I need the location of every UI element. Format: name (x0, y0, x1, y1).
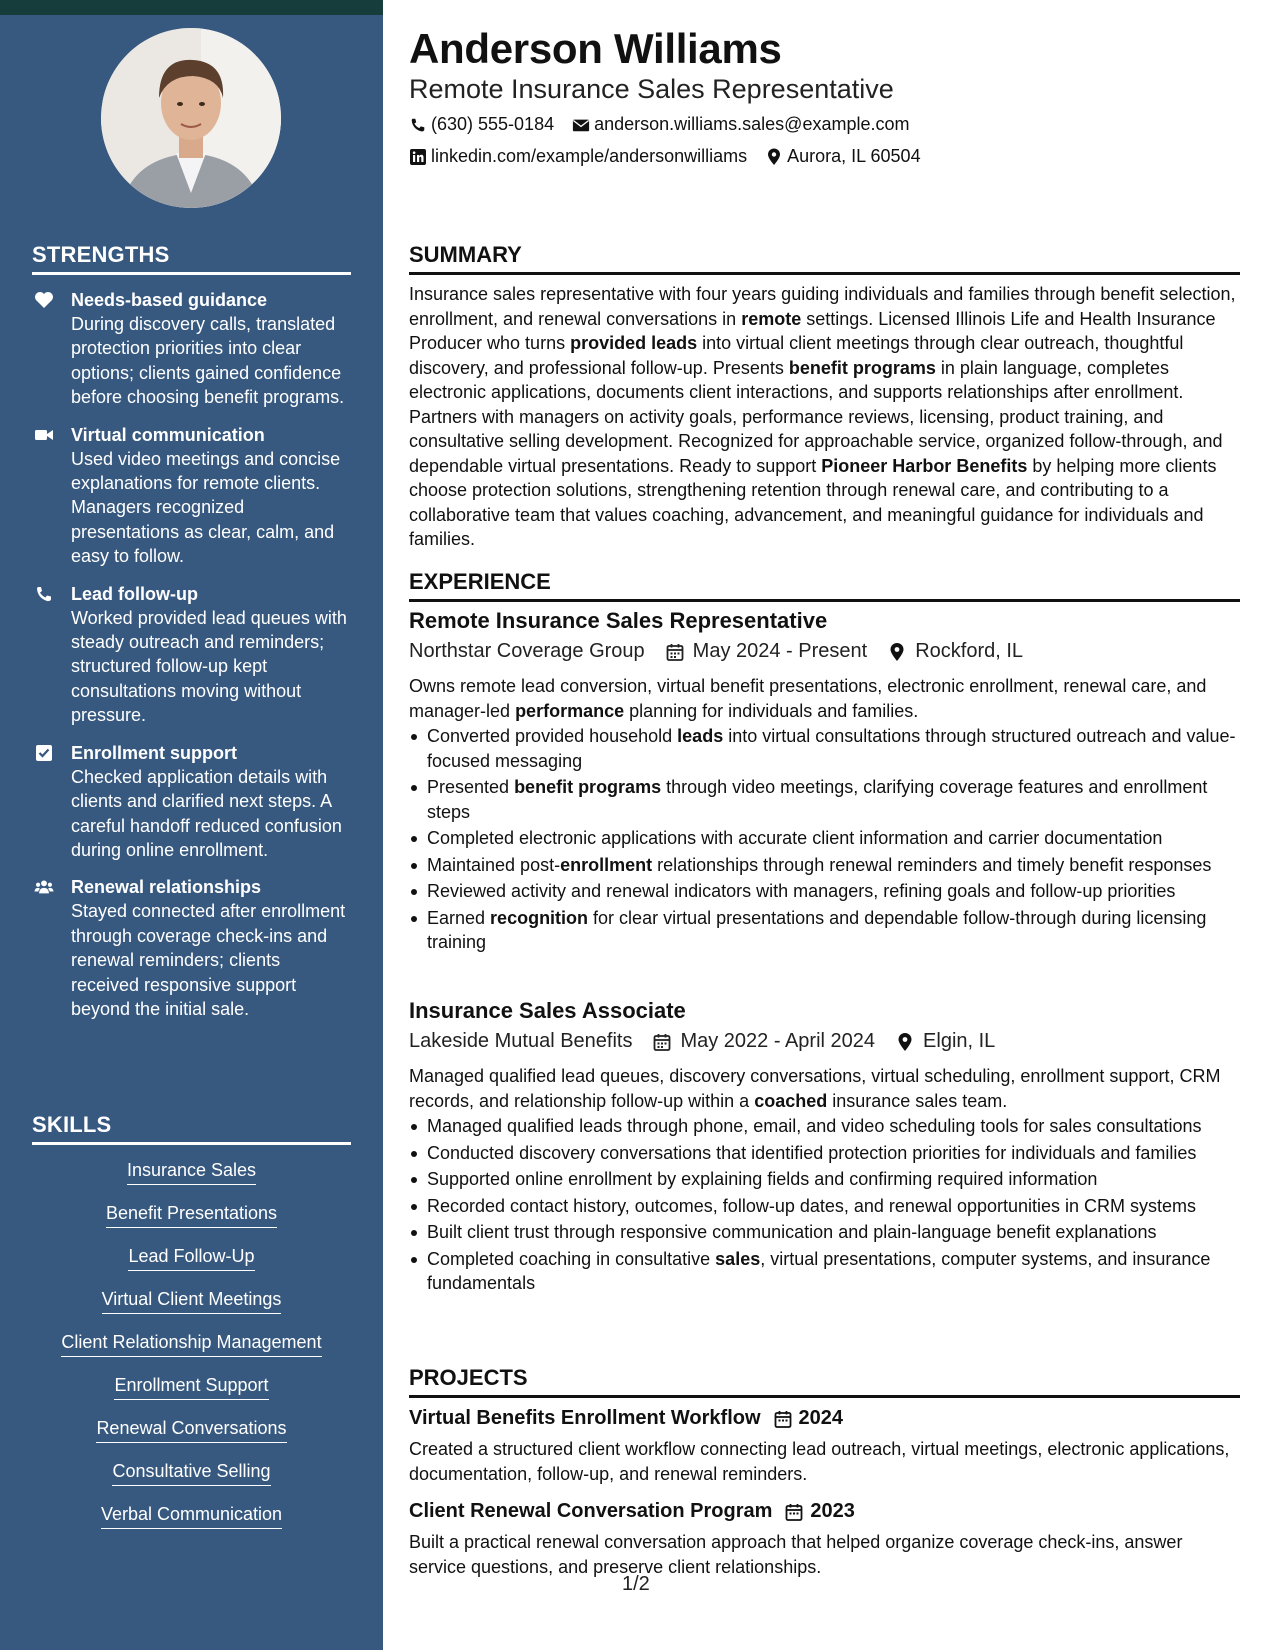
strengths-heading: STRENGTHS (32, 242, 351, 275)
bullet-item (409, 906, 1240, 955)
job-dates: May 2022 - April 2024 (680, 1030, 876, 1052)
bold-text: performance (515, 700, 625, 721)
contact-row-1 (409, 114, 928, 135)
bullet-item (409, 879, 1240, 904)
strength-item (32, 288, 352, 410)
bullet-item (409, 853, 1240, 878)
strength-item (32, 423, 352, 569)
contact-email[interactable] (572, 114, 909, 135)
bold-text: benefit programs (788, 357, 936, 378)
text-run: for clear virtual presentations and dependable follow-through during licensing training (427, 907, 1207, 952)
strength-item (32, 582, 352, 728)
text-run: Conducted discovery conversations that identified protection priorities for individuals and families (427, 1142, 1197, 1163)
skill-item: Verbal Communication (101, 1502, 282, 1529)
strength-title: Virtual communication (71, 424, 265, 445)
text-run: Owns remote lead conversion, virtual benefit presentations, electronic enrollment, renewal care, and manager-led (409, 676, 1207, 721)
skills-list (32, 1158, 351, 1545)
job-bullets (409, 1114, 1240, 1298)
project-title: Client Renewal Conversation Program (409, 1500, 773, 1522)
text-run: Completed electronic applications with accurate client information and carrier documentation (427, 828, 1163, 848)
strength-desc: Used video meetings and concise explanations for remote clients. Managers recognized presentations as clear, calm, and easy to follow. (71, 448, 341, 567)
text-run: into virtual client meetings through clear outreach, thoughtful discovery, and professional follow-up. Presents (409, 333, 1184, 378)
project-desc: Built a practical renewal conversation approach that helped organize coverage check-ins, answer service questions, and preserve client relationships. (409, 1532, 1183, 1577)
bold-text: coached (754, 1090, 828, 1111)
experience-heading: EXPERIENCE (409, 569, 1240, 602)
text-run: Converted provided household (427, 726, 678, 746)
skill-item: Enrollment Support (114, 1373, 268, 1400)
contact-row-2 (409, 146, 939, 167)
phone-icon (409, 116, 427, 134)
contact-linkedin[interactable] (409, 146, 747, 167)
bullet-item (409, 826, 1240, 851)
email-text: anderson.williams.sales@example.com (594, 114, 910, 134)
text-run: settings. Licensed Illinois Life and Health Insurance Producer who turns (409, 308, 1216, 353)
envelope-icon (572, 116, 590, 134)
summary-text (409, 282, 1240, 552)
strength-title: Lead follow-up (71, 583, 198, 604)
skill-item: Client Relationship Management (61, 1330, 321, 1357)
strength-item (32, 741, 352, 863)
bullet-item (409, 724, 1240, 773)
text-run: , virtual presentations, computer systems, and insurance fundamentals (427, 1248, 1211, 1293)
job-meta (409, 1030, 995, 1053)
text-run: Insurance sales representative with four years guiding individuals and families through benefit selection, enrollment, and renewal conversations in (409, 284, 1236, 329)
users-icon (34, 878, 54, 896)
calendar-icon (784, 1502, 804, 1522)
candidate-name: Anderson Williams (409, 25, 782, 72)
contact-phone[interactable] (409, 114, 554, 135)
bold-text: provided leads (570, 333, 698, 353)
job-location: Rockford, IL (915, 640, 1024, 662)
phone-icon (34, 585, 54, 603)
bullet-item (409, 1167, 1240, 1192)
bullet-item (409, 1114, 1240, 1139)
profile-photo (101, 28, 281, 208)
strength-desc: During discovery calls, translated protection priorities into clear options; clients gained confidence before choosing benefit programs. (71, 314, 345, 408)
job-intro (409, 1064, 1240, 1113)
job-company: Northstar Coverage Group (409, 640, 645, 662)
text-run: by helping more clients choose protection solutions, strengthening retention through renewal care, and contributing to a collaborative team that values coaching, advancement, and meaningful guidance for individuals and families. (409, 455, 1217, 549)
bullet-item (409, 1141, 1240, 1166)
bold-text: leads (677, 726, 724, 746)
text-run: Recorded contact history, outcomes, follow-up dates, and renewal opportunities in CRM systems (427, 1195, 1197, 1216)
text-run: Managed qualified lead queues, discovery conversations, virtual scheduling, enrollment support, CRM records, and relationship follow-up within a (409, 1066, 1221, 1111)
summary-heading: SUMMARY (409, 242, 1240, 275)
text-run: in plain language, completes electronic applications, documents client interactions, and supports relationships after enrollment. Partners with managers on activity goals, performance reviews, licensing, product training, and consultative selling development. Recognized for approachable service, organized follow-through, and dependable virtual presentations. Ready to support (409, 357, 1223, 476)
text-run: insurance sales team. (827, 1090, 1008, 1111)
location-text: Aurora, IL 60504 (787, 146, 921, 166)
map-pin-icon (887, 642, 907, 662)
job-dates: May 2024 - Present (692, 640, 868, 662)
strength-title: Renewal relationships (71, 877, 262, 898)
strength-desc: Checked application details with clients and clarified next steps. A careful handoff reduced confusion during online enrollment. (71, 766, 342, 860)
calendar-icon (773, 1409, 793, 1429)
checkbox-icon (34, 744, 54, 762)
text-run: Completed coaching in consultative (427, 1248, 716, 1269)
text-run: into virtual consultations through structured outreach and value-focused messaging (427, 726, 1236, 771)
skill-item: Insurance Sales (127, 1158, 256, 1185)
text-run: Built client trust through responsive communication and plain-language benefit explanations (427, 1222, 1157, 1242)
project-desc: Created a structured client workflow connecting lead outreach, virtual meetings, electronic applications, documentation, follow-up, and renewal reminders. (409, 1439, 1230, 1484)
project-year: 2023 (810, 1500, 855, 1522)
skill-item: Benefit Presentations (106, 1201, 277, 1228)
page-number: 1/2 (622, 1573, 650, 1595)
text-run: Managed qualified leads through phone, email, and video scheduling tools for sales consultations (427, 1116, 1202, 1136)
text-run: Supported online enrollment by explaining fields and confirming required information (427, 1169, 1098, 1189)
bullet-item (409, 1220, 1240, 1245)
map-pin-icon (765, 148, 783, 166)
skill-item: Renewal Conversations (96, 1416, 286, 1443)
text-run: through video meetings, clarifying coverage features and enrollment steps (427, 777, 1208, 822)
project-year: 2024 (798, 1407, 844, 1429)
strength-desc: Worked provided lead queues with steady outreach and reminders; structured follow-up kept consultations moving without pressure. (71, 607, 347, 726)
strengths-list (32, 288, 352, 1034)
text-run: Presented (427, 777, 515, 797)
job-title: Insurance Sales Associate (409, 998, 686, 1023)
text-run: Earned (427, 907, 491, 928)
project-title-row (409, 1500, 855, 1523)
text-run: Reviewed activity and renewal indicators with managers, refining goals and follow-up priorities (427, 881, 1176, 901)
sidebar-top-bar (0, 0, 383, 15)
skill-item: Lead Follow-Up (128, 1244, 254, 1271)
job-title: Remote Insurance Sales Representative (409, 608, 828, 633)
strength-desc: Stayed connected after enrollment through coverage check-ins and renewal reminders; clients received responsive support beyond the initial sale. (71, 901, 346, 1019)
job-meta (409, 640, 1023, 663)
project-title-row (409, 1407, 843, 1430)
job-location: Elgin, IL (923, 1030, 996, 1052)
strength-item (32, 875, 352, 1021)
bold-text: benefit programs (514, 777, 662, 797)
bold-text: sales (715, 1248, 761, 1269)
calendar-icon (652, 1032, 672, 1052)
video-icon (34, 426, 54, 444)
bold-text: recognition (490, 907, 589, 928)
bold-text: enrollment (560, 854, 653, 875)
bold-text: Pioneer Harbor Benefits (821, 455, 1028, 476)
job-bullets (409, 724, 1240, 957)
linkedin-icon (409, 148, 427, 166)
bullet-item (409, 1194, 1240, 1219)
bold-text: remote (741, 308, 802, 329)
skills-heading: SKILLS (32, 1112, 351, 1145)
sidebar (0, 0, 383, 1650)
phone-text: (630) 555-0184 (431, 114, 555, 134)
job-company: Lakeside Mutual Benefits (409, 1030, 633, 1052)
strength-title: Needs-based guidance (71, 290, 268, 310)
text-run: planning for individuals and families. (624, 700, 919, 721)
bullet-item (409, 775, 1240, 824)
project-title: Virtual Benefits Enrollment Workflow (409, 1407, 761, 1429)
map-pin-icon (895, 1032, 915, 1052)
contact-location (765, 146, 920, 167)
heart-icon (34, 291, 54, 309)
job-intro (409, 674, 1240, 723)
skill-item: Consultative Selling (112, 1459, 270, 1486)
calendar-icon (665, 642, 685, 662)
projects-heading: PROJECTS (409, 1365, 1240, 1398)
text-run: Maintained post- (427, 854, 561, 875)
text-run: relationships through renewal reminders and timely benefit responses (652, 854, 1212, 875)
strength-title: Enrollment support (71, 742, 237, 763)
linkedin-text: linkedin.com/example/andersonwilliams (431, 146, 748, 166)
candidate-role: Remote Insurance Sales Representative (409, 74, 894, 104)
bullet-item (409, 1247, 1240, 1296)
skill-item: Virtual Client Meetings (102, 1287, 282, 1314)
